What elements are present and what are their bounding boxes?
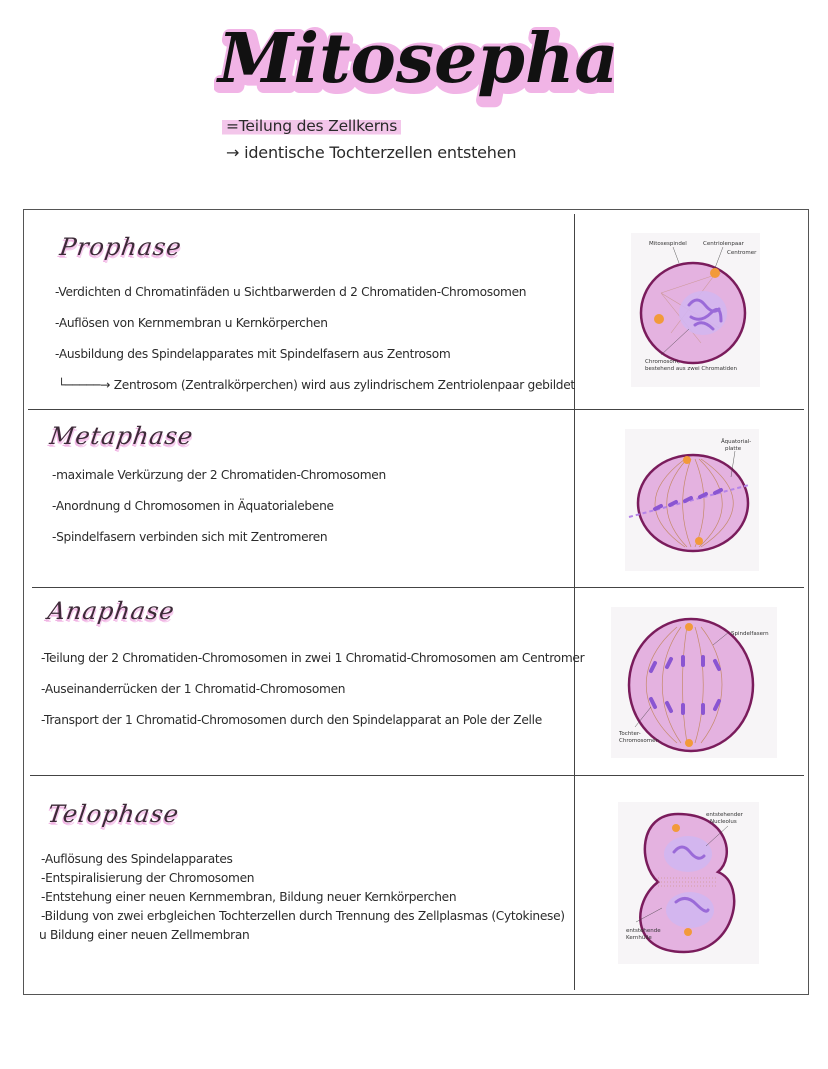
- prophase-item: -Auflösen von Kernmembran u Kernkörperchen: [55, 316, 328, 330]
- telophase-diagram: [618, 802, 759, 964]
- metaphase-item: -Anordnung d Chromosomen in Äquatorialebene: [52, 499, 334, 513]
- prophase-diagram: [631, 233, 760, 387]
- label-centriolenpaar: Centriolenpaar: [703, 241, 744, 247]
- page-title: [214, 8, 614, 118]
- metaphase-diagram: [625, 429, 759, 571]
- telophase-heading: Telophase: [46, 800, 182, 828]
- row-divider: [30, 775, 804, 776]
- label-entstehender: entstehender: [706, 812, 743, 818]
- label-chromosom: Chromosom,: [645, 359, 680, 365]
- telophase-item: -Auflösung des Spindelapparates: [41, 852, 233, 866]
- label-platte: platte: [725, 446, 742, 452]
- label-mitosespindel: Mitosespindel: [649, 241, 687, 247]
- metaphase-item: -Spindelfasern verbinden sich mit Zentromeren: [52, 530, 328, 544]
- label-spindelfasern: Spindelfasern: [731, 631, 769, 637]
- anaphase-heading: Anaphase: [46, 597, 177, 625]
- prophase-item: └─────→ Zentrosom (Zentralkörperchen) wird aus zylindrischem Zentriolenpaar gebildet: [58, 378, 575, 392]
- anaphase-item: -Auseinanderrücken der 1 Chromatid-Chromosomen: [41, 682, 346, 696]
- prophase-heading: Prophase: [58, 233, 184, 261]
- row-divider: [32, 587, 804, 588]
- label-chromosomen: Chromosomen: [619, 738, 660, 744]
- anaphase-item: -Transport der 1 Chromatid-Chromosomen durch den Spindelapparat an Pole der Zelle: [41, 713, 542, 727]
- telophase-item: -Entspiralisierung der Chromosomen: [41, 871, 255, 885]
- label-kernhuelle: Kernhülle: [626, 935, 652, 941]
- prophase-item: -Verdichten d Chromatinfäden u Sichtbarwerden d 2 Chromatiden-Chromosomen: [55, 285, 527, 299]
- row-divider: [28, 409, 804, 410]
- definition-text: =Teilung des Zellkerns: [222, 116, 401, 136]
- label-aequatorial: Äquatorial-: [721, 439, 752, 445]
- telophase-item: -Bildung von zwei erbgleichen Tochterzellen durch Trennung des Zellplasmas (Cytokinese) u Bildung einer neuen Zellmembran: [39, 909, 565, 942]
- page-title-text: Mitosepha: [218, 19, 614, 99]
- metaphase-heading: Metaphase: [48, 422, 196, 450]
- label-centromer: Centromer: [727, 250, 757, 256]
- label-entstehende: entstehende: [626, 928, 661, 934]
- telophase-item: -Entstehung einer neuen Kernmembran, Bildung neuer Kernkörperchen: [41, 890, 457, 904]
- label-nucleolus: Nucleolus: [710, 819, 737, 825]
- svg-text:Mitosephasen: Mitosepha: [222, 23, 614, 103]
- anaphase-diagram: [611, 607, 777, 758]
- anaphase-item: -Teilung der 2 Chromatiden-Chromosomen in zwei 1 Chromatid-Chromosomen am Centromer: [41, 651, 585, 665]
- label-chromatiden: bestehend aus zwei Chromatiden: [645, 366, 737, 372]
- metaphase-item: -maximale Verkürzung der 2 Chromatiden-Chromosomen: [52, 468, 386, 482]
- label-tochter: Tochter-: [619, 731, 641, 737]
- result-text: → identische Tochterzellen entstehen: [226, 143, 517, 162]
- column-divider: [574, 214, 575, 990]
- prophase-item: -Ausbildung des Spindelapparates mit Spindelfasern aus Zentrosom: [55, 347, 451, 361]
